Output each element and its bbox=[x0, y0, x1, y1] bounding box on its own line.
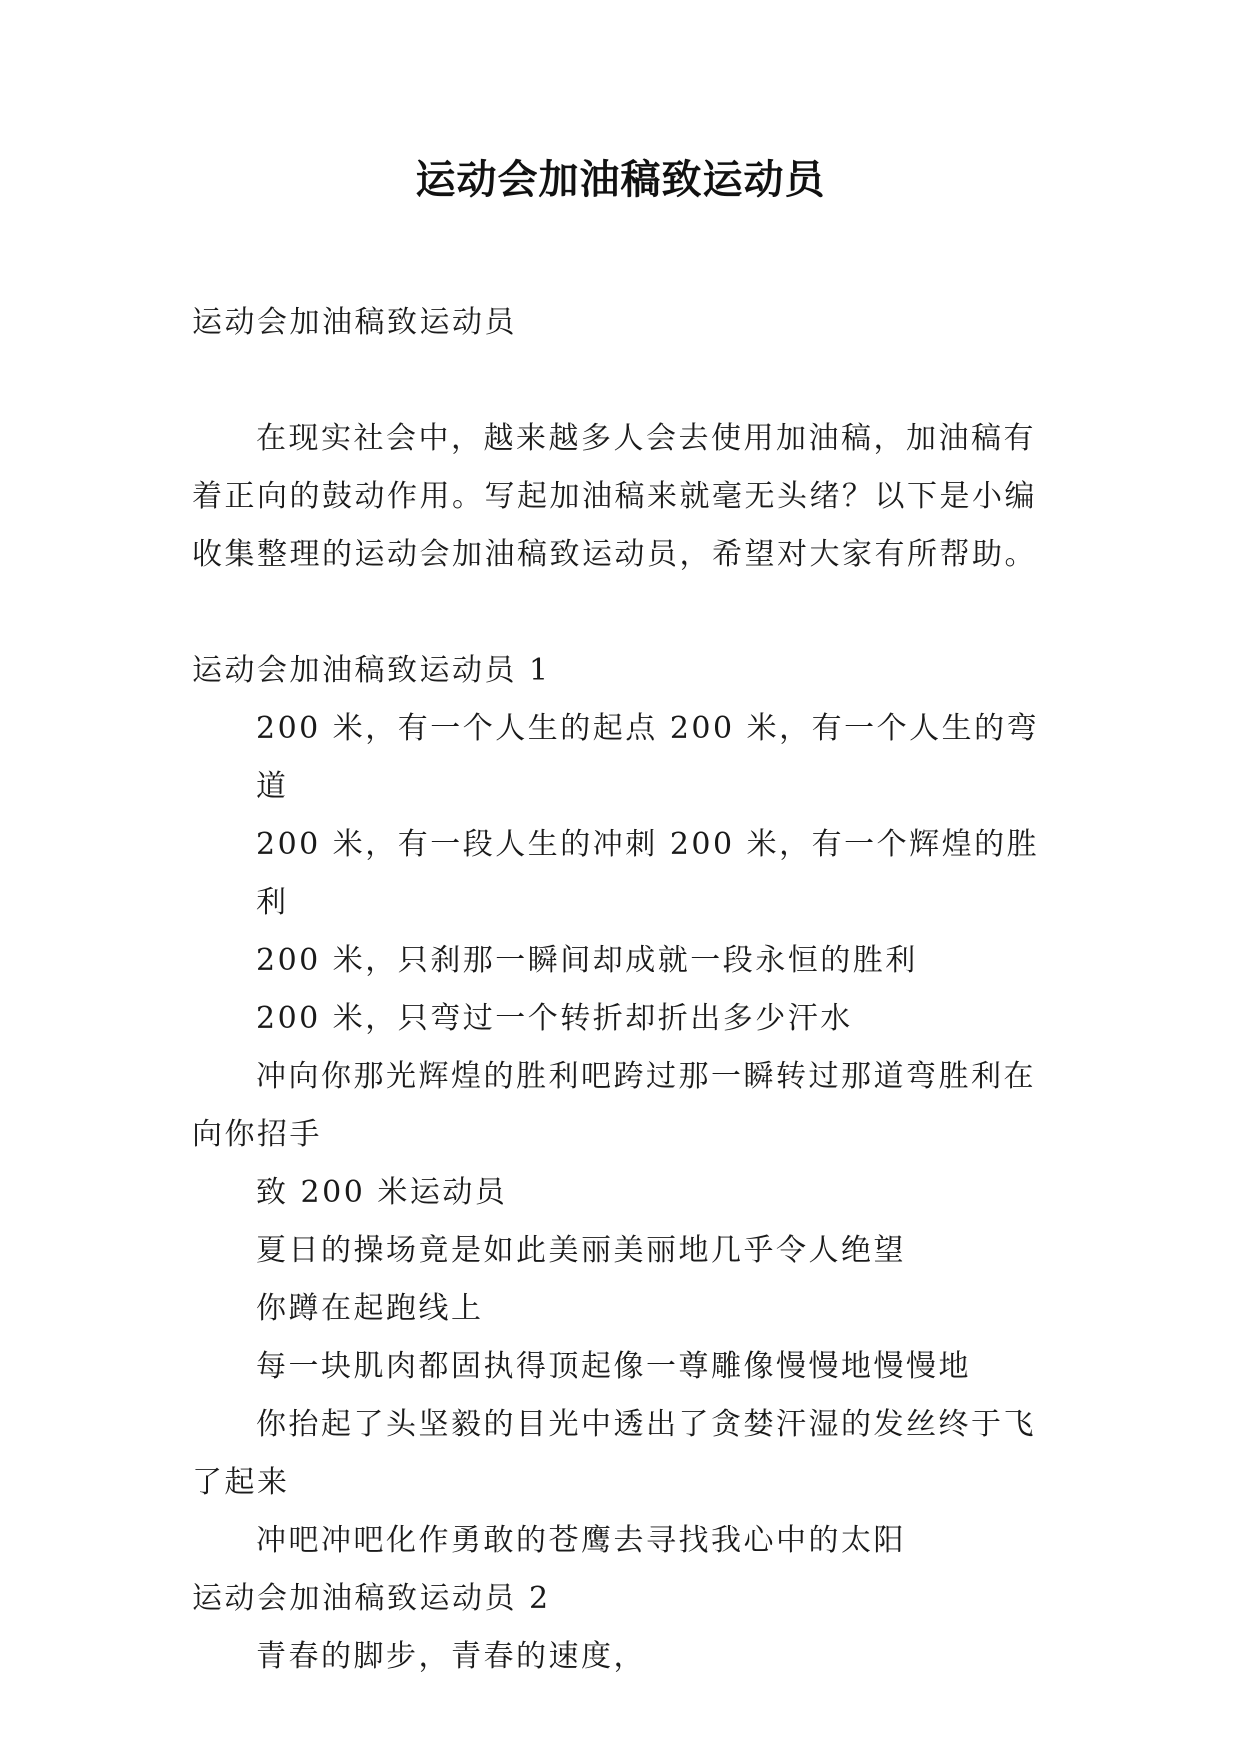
poem-line: 冲吧冲吧化作勇敢的苍鹰去寻找我心中的太阳 bbox=[256, 1523, 906, 1558]
document-body bbox=[192, 294, 1062, 1686]
spacer bbox=[192, 352, 1062, 410]
document-subtitle: 运动会加油稿致运动员 bbox=[192, 305, 517, 340]
spacer bbox=[192, 584, 1062, 642]
poem-line: 每一块肌肉都固执得顶起像一尊雕像慢慢地慢慢地 bbox=[256, 1349, 971, 1384]
section-heading-1: 运动会加油稿致运动员 1 bbox=[192, 653, 551, 688]
poem-line: 200 米，只刹那一瞬间却成就一段永恒的胜利 bbox=[256, 943, 918, 978]
poem-line: 你蹲在起跑线上 bbox=[256, 1291, 484, 1326]
section-heading-2: 运动会加油稿致运动员 2 bbox=[192, 1581, 551, 1616]
poem-line: 你抬起了头坚毅的目光中透出了贪婪汗湿的发丝终于飞了起来 bbox=[192, 1407, 1036, 1500]
intro-paragraph: 在现实社会中，越来越多人会去使用加油稿，加油稿有着正向的鼓动作用。写起加油稿来就毫无头绪？以下是小编收集整理的运动会加油稿致运动员，希望对大家有所帮助。 bbox=[192, 421, 1037, 572]
poem-line: 青春的脚步，青春的速度， bbox=[256, 1639, 646, 1674]
document-title: 运动会加油稿致运动员 bbox=[415, 157, 826, 203]
poem-line: 200 米，有一个人生的起点 200 米，有一个人生的弯道 bbox=[256, 711, 1040, 804]
poem-line: 夏日的操场竟是如此美丽美丽地几乎令人绝望 bbox=[256, 1233, 906, 1268]
poem-line: 200 米，有一段人生的冲刺 200 米，有一个辉煌的胜利 bbox=[256, 827, 1040, 920]
poem-line: 致 200 米运动员 bbox=[256, 1175, 508, 1210]
poem-line: 冲向你那光辉煌的胜利吧跨过那一瞬转过那道弯胜利在向你招手 bbox=[192, 1059, 1036, 1152]
poem-line: 200 米，只弯过一个转折却折出多少汗水 bbox=[256, 1001, 853, 1036]
